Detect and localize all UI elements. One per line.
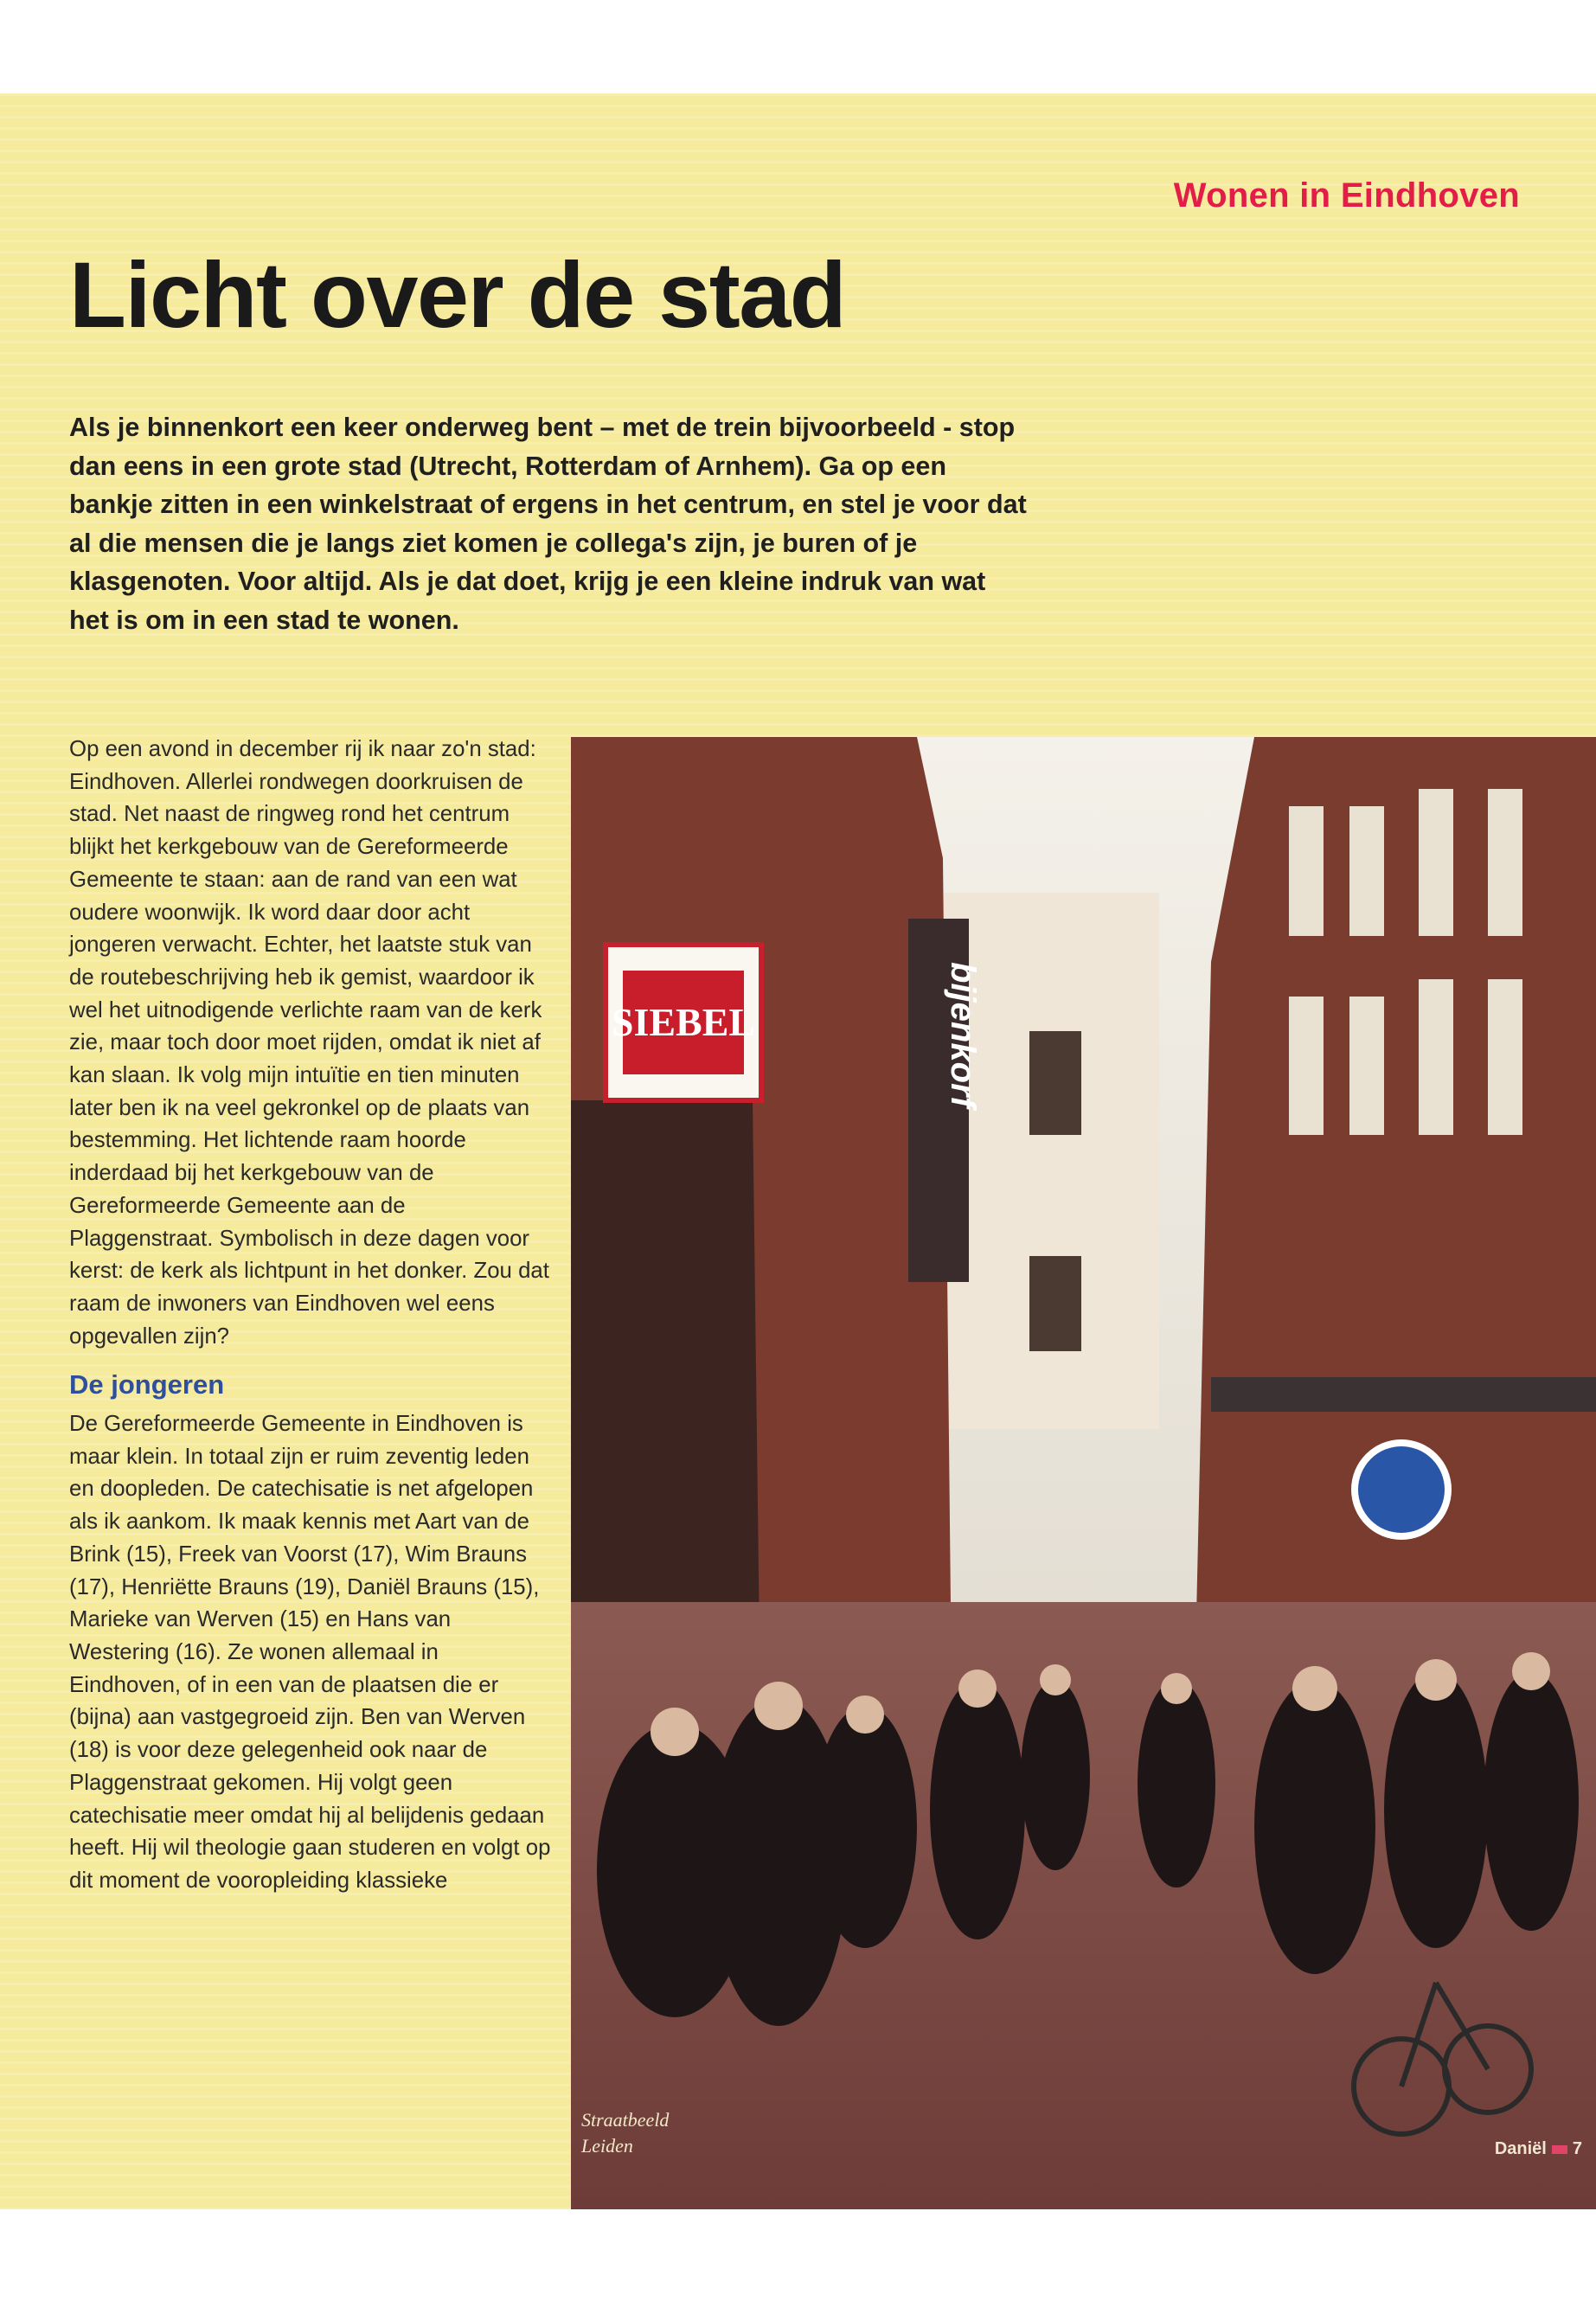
subheading-jongeren: De jongeren xyxy=(69,1369,225,1400)
magazine-page xyxy=(0,93,1596,2209)
folio-magazine: Daniël xyxy=(1494,2139,1547,2158)
page-folio xyxy=(1495,2139,1582,2159)
folio-page-number: 7 xyxy=(1572,2139,1582,2158)
article-body-column xyxy=(69,734,554,1898)
body-paragraph-1: Op een avond in december rij ik naar zo'n stad: Eindhoven. Allerlei rondwegen doorkruisen de stad. Net naast de ringweg rond het centrum blijkt het kerkgebouw van de Gereformeerde Gemeente te staan: aan de rand van een wat oudere woonwijk. Ik word daar door acht jongeren verwacht. Echter, het laatste stuk van de routebeschrijving heb ik gemist, waardoor ik wel het uitnodigende verlichte raam van de kerk zie, maar toch door moet rijden, omdat ik niet af kan slaan. Ik volg mijn intuïtie en tien minuten later ben ik na veel gekronkel op de plaats van bestemming. Het lichtende raam hoorde inderdaad bij het kerkgebouw van de Gereformeerde Gemeente aan de Plaggenstraat. Symbolisch in deze dagen voor kerst: de kerk als lichtpunt in het donker. Zou dat raam de inwoners van Eindhoven wel eens opgevallen zijn? xyxy=(69,737,549,1349)
caption-line-1: Straatbeeld xyxy=(581,2109,670,2131)
street-scene-illustration xyxy=(571,737,1596,2209)
article-intro: Als je binnenkort een keer onderweg bent – met de trein bijvoorbeeld - stop dan eens in een grote stad (Utrecht, Rotterdam of Arnhem). Ga op een bankje zitten in een winkelstraat of ergens in het centrum, en stel je voor dat al die mensen die je langs ziet komen je collega's zijn, je buren of je klasgenoten. Voor altijd. Als je dat doet, krijg je een kleine indruk van wat het is om in een stad te wonen. xyxy=(69,413,1027,635)
body-paragraph-2: De Gereformeerde Gemeente in Eindhoven is maar klein. In totaal zijn er ruim zeventig leden en doopleden. De catechisatie is net afgelopen als ik aankom. Ik maak kennis met Aart van de Brink (15), Freek van Voorst (17), Wim Brauns (17), Henriëtte Brauns (19), Daniël Brauns (15), Marieke van Werven (15) en Hans van Westering (16). Ze wonen allemaal in Eindhoven, of in een van de plaatsen die er (bijna) aan vastgegroeid zijn. Ben van Werven (18) is voor deze gelegenheid ook naar de Plaggenstraat gekomen. Hij volgt geen catechisatie meer omdat hij al belijdenis gedaan heeft. Hij wil theologie gaan studeren en volgt op dit moment de vooropleiding klassieke xyxy=(69,1412,551,1893)
photo-caption xyxy=(581,2107,669,2159)
article-headline: Licht over de stad xyxy=(69,242,846,347)
section-label: Wonen in Eindhoven xyxy=(1173,176,1520,215)
street-photo xyxy=(571,737,1596,2209)
folio-marker xyxy=(1552,2145,1567,2154)
shop-sign-text: SIEBEL xyxy=(611,1000,756,1044)
caption-line-2: Leiden xyxy=(581,2135,633,2157)
banner-sign-text: bijenkorf xyxy=(944,962,982,1108)
